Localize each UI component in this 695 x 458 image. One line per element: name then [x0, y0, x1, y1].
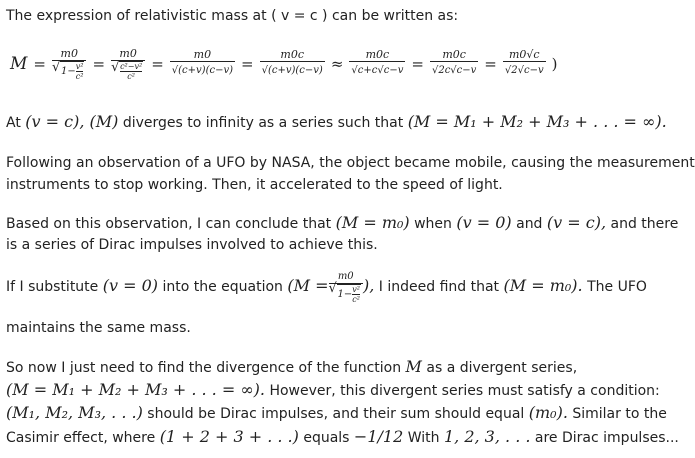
paragraph-substitute-line-2: maintains the same mass. — [6, 320, 191, 336]
eq-term-2: m0 √ $\frac{\text{c²−v²}}{\text{c²}}$ — [111, 48, 145, 81]
paragraph-conclusion-line-2: is a series of Dirac impulses involved to achieve this. — [6, 237, 378, 253]
paragraph-substitute: If I substitute (v = 0) into the equation (M = m0 √ 1− $\frac{\text{v²}}{\text{c²}}$ ), I indeed find that (M = m₀). The UFO — [6, 266, 647, 307]
eq-term-3: $\frac{m0}{√(c+v)(c-v)}$ — [171, 47, 234, 76]
paragraph-divergence: At (v = c), (M) diverges to infinity as a series such that (M = M₁ + M₂ + M₃ + . . . = ∞). — [6, 112, 667, 131]
eq-term-4: $\frac{m0c}{√(c+v)(c-v)}$ — [261, 47, 323, 76]
paragraph-conclusion-line-1: Based on this observation, I can conclude that (M = m₀) when (v = 0) and (v = c), and there — [6, 213, 679, 232]
eq-term-6: $\frac{m0c}{√2c√c-v}$ — [431, 47, 477, 76]
paragraph-series-line-4: Casimir effect, where (1 + 2 + 3 + . . .) equals −1/12 With 1, 2, 3, . . . are Dirac impulses... — [6, 427, 679, 446]
paragraph-series-line-2: (M = M₁ + M₂ + M₃ + . . . = ∞). However, this divergent series must satisfy a condition: — [6, 380, 660, 399]
eq-term-7: $\frac{m0√c}{√2√c-v}$ — [504, 47, 544, 76]
intro-text: The expression of relativistic mass at ( v = c ) can be written as: — [6, 8, 459, 24]
paragraph-ufo-line-1: Following an observation of a UFO by NASA, the object became mobile, causing the measurement — [6, 155, 695, 171]
eq-term-1: m0 √ 1− $\frac{\text{v²}}{\text{c²}}$ — [52, 48, 86, 81]
paragraph-series-line-3: (M₁, M₂, M₃, . . .) should be Dirac impulses, and their sum should equal (m₀). Similar to the — [6, 403, 667, 422]
eq-term-5: $\frac{m0c}{√c+c√c-v}$ — [351, 47, 404, 76]
inline-fraction: m0 √ 1− $\frac{\text{v²}}{\text{c²}}$ — [329, 271, 363, 304]
paragraph-series-line-1: So now I just need to find the divergence of the function M as a divergent series, — [6, 357, 578, 376]
eq-lhs: M — [10, 54, 28, 74]
paragraph-ufo-line-2: instruments to stop working. Then, it accelerated to the speed of light. — [6, 177, 503, 193]
relativistic-mass-equation: M = m0 √ 1− $\frac{\text{v²}}{\text{c²}}$ = m0 √ $\frac{\text{c²−v²}}{\text{c²}}$ = $\frac{m0}{√(c+v)(c-v)}$ = $\frac{m0c}{√(c+v)(c-v)}$ ≈ $\frac{m0c}{√c+c√c-v}$ = $\frac{m0c}{√2c√c-v}$ = $\frac{m0√c}{√2√c-v}$ ) — [10, 36, 557, 92]
